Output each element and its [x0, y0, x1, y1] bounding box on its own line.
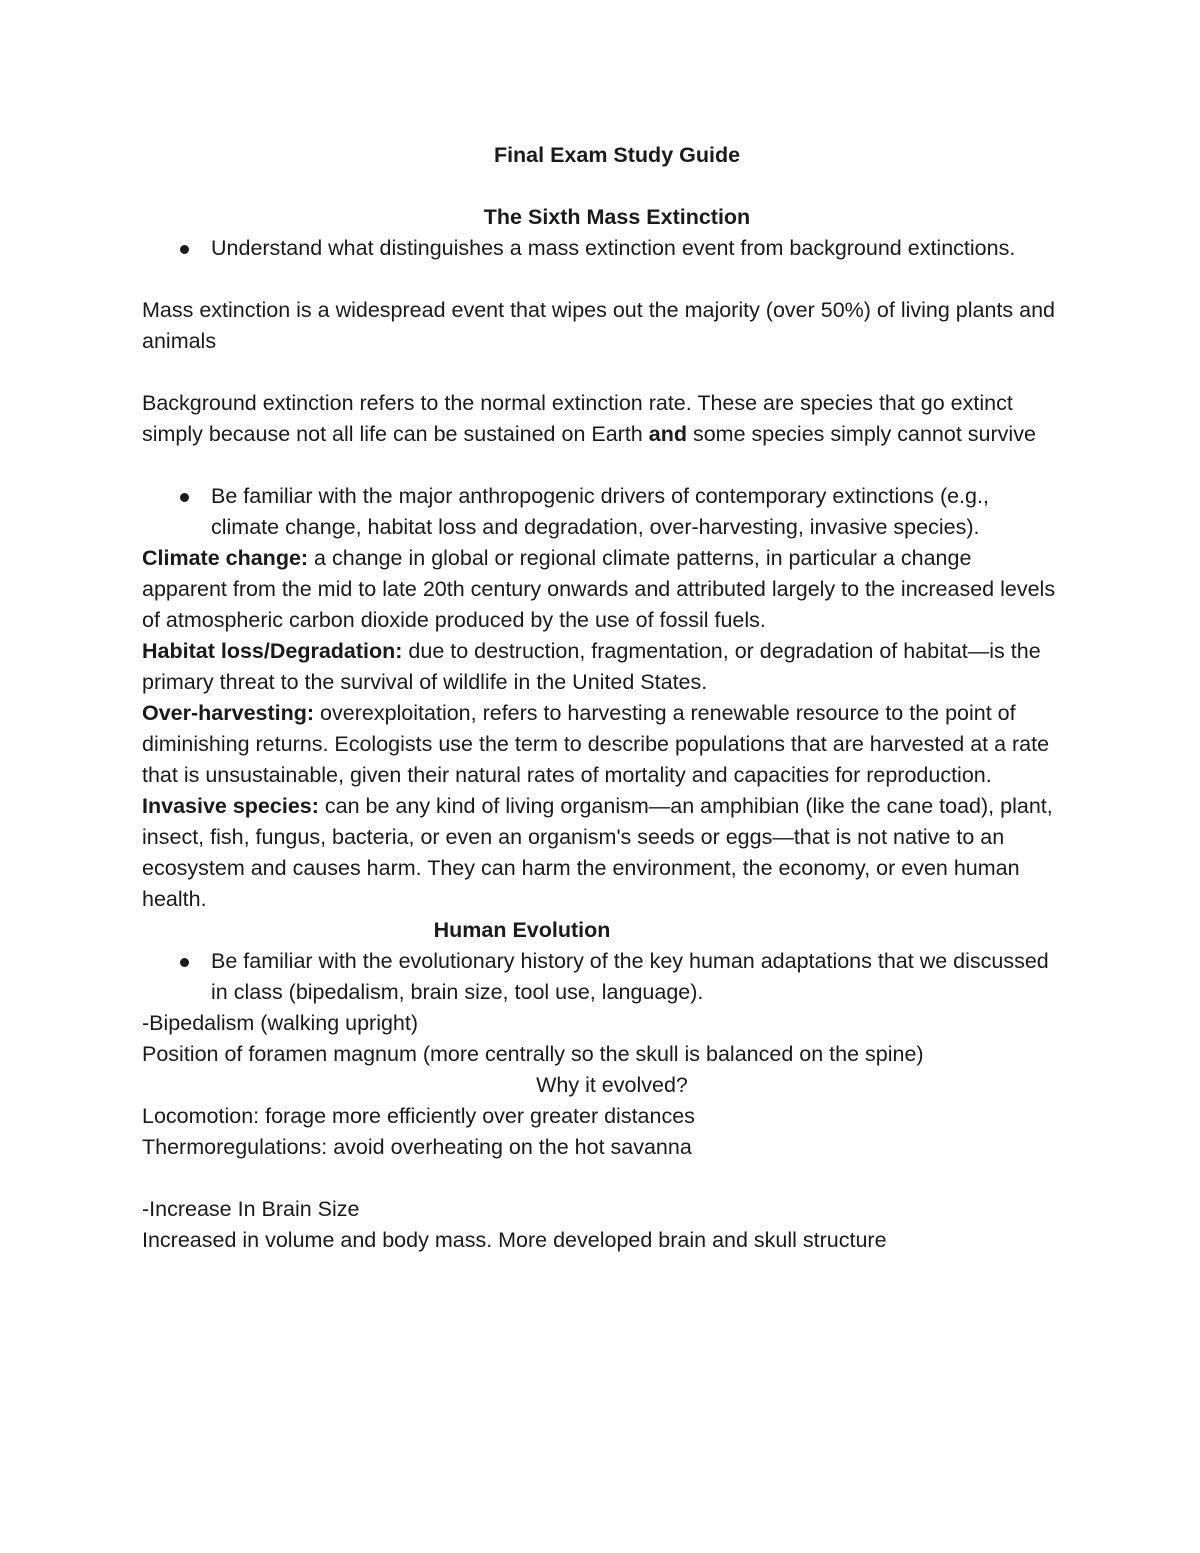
- bipedalism-heading: -Bipedalism (walking upright): [142, 1011, 419, 1035]
- bullet-text: Be familiar with the major anthropogenic drivers of contemporary extinctions (e.g., climate change, habitat loss and degradation, over-harvesting, invasive species).: [211, 484, 989, 539]
- invasive-species-definition: [142, 791, 1062, 915]
- bullet-icon: [180, 245, 189, 254]
- invasive-species-term: Invasive species:: [142, 794, 319, 818]
- over-harvesting-text: overexploitation, refers to harvesting a renewable resource to the point of diminishing returns. Ecologists use the term to describe populations that are harvested at a rate that is unsustainable, given their natural rates of mortality and capacities for reproduction.: [142, 701, 1050, 787]
- climate-change-term: Climate change:: [142, 546, 309, 570]
- background-text-end: some species simply cannot survive: [686, 422, 1036, 446]
- habitat-loss-term: Habitat loss/Degradation:: [142, 639, 403, 663]
- over-harvesting-definition: [142, 698, 1062, 791]
- brain-size-heading: -Increase In Brain Size: [142, 1197, 360, 1221]
- document-title: Final Exam Study Guide: [493, 143, 741, 167]
- habitat-loss-definition: [142, 636, 1062, 698]
- climate-change-text: a change in global or regional climate patterns, in particular a change apparent from the mid to late 20th century onwards and attributed largely to the increased levels of atmospheric carbon dioxide produced by the use of fossil fuels.: [142, 546, 1056, 632]
- background-extinction-paragraph: [142, 388, 1062, 450]
- habitat-loss-text: due to destruction, fragmentation, or degradation of habitat—is the primary threat to the survival of wildlife in the United States.: [142, 639, 1041, 694]
- bullet-icon: [180, 958, 189, 967]
- bullet-icon: [180, 493, 189, 502]
- why-evolved-question: Why it evolved?: [536, 1073, 688, 1097]
- bullet-text: Understand what distinguishes a mass extinction event from background extinctions.: [211, 236, 1016, 260]
- foramen-magnum-text: Position of foramen magnum (more centrally so the skull is balanced on the spine): [142, 1042, 924, 1066]
- bullet-item: [142, 481, 1062, 543]
- locomotion-text: Locomotion: forage more efficiently over greater distances: [142, 1104, 695, 1128]
- bullet-item: [142, 233, 1062, 264]
- bullet-text: Be familiar with the evolutionary history of the key human adaptations that we discussed in class (bipedalism, brain size, tool use, language).: [211, 949, 1049, 1004]
- over-harvesting-term: Over-harvesting:: [142, 701, 315, 725]
- brain-size-text: Increased in volume and body mass. More developed brain and skull structure: [142, 1228, 887, 1252]
- invasive-species-text: can be any kind of living organism—an amphibian (like the cane toad), plant, insect, fish, fungus, bacteria, or even an organism's seeds or eggs—that is not native to an ecosystem and causes harm. They can harm the environment, the economy, or even human health.: [142, 794, 1053, 911]
- background-text-start: Background extinction refers to the normal extinction rate. These are species that go extinct simply because not all life can be sustained on Earth: [142, 391, 1013, 446]
- thermoregulation-text: Thermoregulations: avoid overheating on the hot savanna: [142, 1135, 692, 1159]
- bullet-item: [142, 946, 1062, 1008]
- section-heading-human-evolution: Human Evolution: [433, 918, 611, 942]
- background-and-bold: and: [648, 422, 687, 446]
- document-page: [142, 140, 1062, 1256]
- section-heading-sixth-extinction: The Sixth Mass Extinction: [483, 205, 751, 229]
- climate-change-definition: [142, 543, 1062, 636]
- mass-extinction-paragraph: Mass extinction is a widespread event that wipes out the majority (over 50%) of living plants and animals: [142, 298, 1056, 353]
